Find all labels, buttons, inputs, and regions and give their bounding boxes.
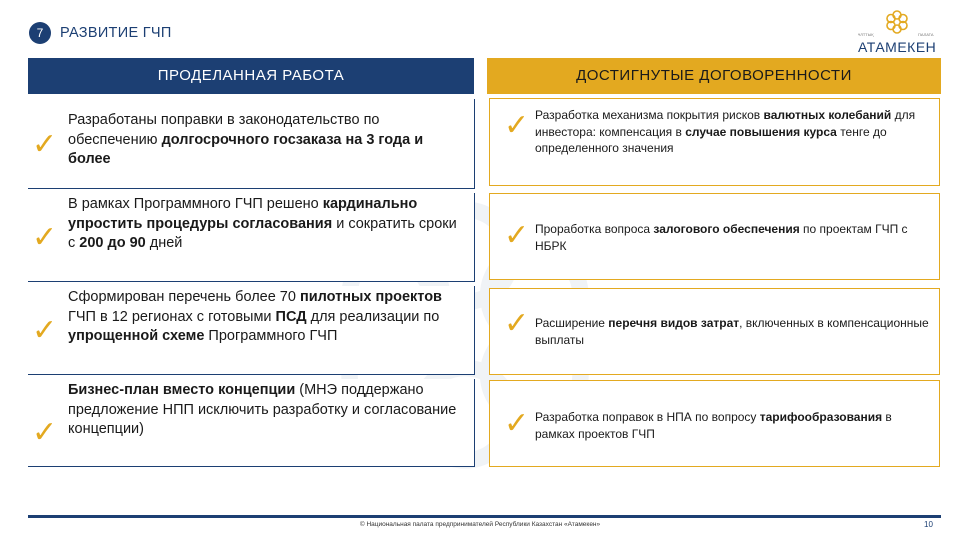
checkmark-icon: ✓ [32, 415, 58, 450]
text-run: в рамках проектов ГЧП [535, 410, 892, 441]
text-run: , включенных в компенсационные выплаты [535, 316, 929, 347]
text-run: дней [145, 235, 183, 251]
text-run: тенге до определенного значения [535, 124, 887, 155]
checkmark-icon: ✓ [504, 108, 530, 143]
bold-run: валютных колебаний [763, 108, 892, 122]
bold-run: долгосрочного госзаказа на 3 года и более [68, 131, 424, 167]
done-work-header: ПРОДЕЛАННАЯ РАБОТА [28, 58, 474, 94]
text-run: Разработаны поправки в законодательство по обеспечению [68, 112, 380, 148]
bold-run: залогового обеспечения [653, 222, 800, 236]
agreement-item-2 [489, 193, 940, 280]
footer-copyright: © Национальная палата предпринимателей Республики Казахстан «Атамекен» [359, 521, 601, 528]
bold-run: 200 до 90 [79, 235, 146, 251]
slide-number-badge: 7 [29, 22, 51, 44]
checkmark-icon: ✓ [504, 406, 530, 441]
done-work-item-4 [28, 379, 475, 467]
logo-wordmark: АТАМЕКЕН [858, 39, 937, 55]
logo-caption-right: ПАЛАТА [918, 32, 934, 37]
done-work-text-4 [68, 381, 468, 440]
text-run: Расширение [535, 316, 609, 330]
bold-run: кардинально упростить процедуры согласования [68, 196, 418, 232]
checkmark-icon: ✓ [32, 313, 58, 348]
text-run: и сократить сроки с [68, 215, 457, 251]
agreement-text-3 [535, 315, 931, 348]
agreement-text-1 [535, 107, 931, 157]
footer-divider [28, 515, 941, 518]
checkmark-icon: ✓ [32, 127, 58, 162]
text-run: (МНЭ поддержано предложение НПП исключить разработку и согласование концепции) [68, 382, 457, 437]
bold-run: упрощенной схеме [68, 328, 205, 344]
bold-run: Бизнес-план вместо концепции [68, 382, 296, 398]
text-run: Разработка поправок в НПА по вопросу [535, 410, 760, 424]
agreement-item-1 [489, 98, 940, 186]
checkmark-icon: ✓ [32, 220, 58, 255]
bold-run: перечня видов затрат [608, 316, 740, 330]
agreement-text-4 [535, 409, 931, 442]
text-run: Сформирован перечень более 70 [68, 289, 300, 305]
text-run: по проектам ГЧП с НБРК [535, 222, 908, 253]
checkmark-icon: ✓ [504, 218, 530, 253]
atameken-logo [852, 8, 942, 56]
text-run: Разработка механизма покрытия рисков [535, 108, 764, 122]
done-work-text-2 [68, 195, 468, 254]
done-work-text-3 [68, 288, 468, 347]
agreements-header: ДОСТИГНУТЫЕ ДОГОВОРЕННОСТИ [487, 58, 941, 94]
done-work-item-2 [28, 193, 475, 282]
text-run: Программного ГЧП [204, 328, 338, 344]
page-number: 10 [924, 520, 933, 529]
text-run: ГЧП в 12 регионах с готовыми [68, 308, 276, 325]
text-run: для инвестора: компенсация в [535, 108, 916, 139]
done-work-item-1 [28, 99, 475, 189]
checkmark-icon: ✓ [504, 306, 530, 341]
agreement-item-3 [489, 288, 940, 375]
bold-run: пилотных проектов [299, 289, 442, 305]
bold-run: случае повышения курса [685, 124, 837, 139]
agreement-item-4 [489, 380, 940, 467]
bold-run: ПСД [275, 308, 307, 325]
text-run: Проработка вопроса [535, 222, 654, 236]
text-run: В рамках Программного ГЧП решено [68, 196, 323, 212]
bold-run: тарифообразования [759, 410, 883, 424]
slide-title: РАЗВИТИЕ ГЧП [60, 25, 172, 41]
text-run: для реализации по [306, 308, 440, 325]
logo-caption-left: ҰЛТТЫҚ [858, 32, 874, 37]
agreement-text-2 [535, 221, 931, 254]
done-work-text-1 [68, 111, 468, 170]
done-work-item-3 [28, 286, 475, 375]
